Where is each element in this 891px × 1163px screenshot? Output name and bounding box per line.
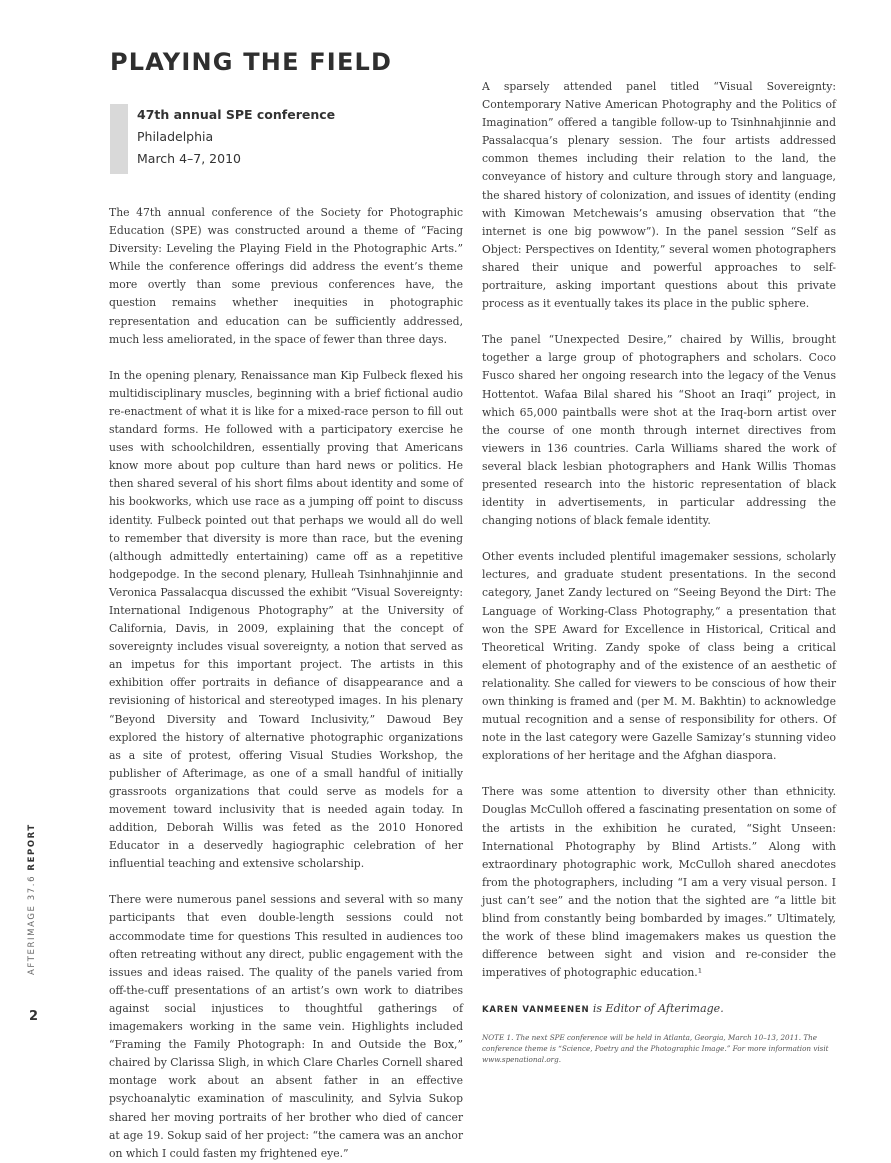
article-paragraph: There was some attention to diversity other than ethnicity. Douglas McCulloh offered a fascinating presentation on some of the artists in the exhibition he curated, “Sight Unseen: International Photography by Blind Artists.” Along with extraordinary photographic work, McCulloh shared anecdotes from the photographers, including “I am a very visual person. I just can’t see” and the notion that the sighted are “a little bit blind from constantly being bombarded by images.” Ultimately, the work of these blind imagemakers makes us question the difference between sight and vision and re-consider the imperatives of photographic education.¹ — [482, 785, 836, 980]
event-name: 47th annual SPE conference — [137, 107, 336, 122]
article-paragraph: A sparsely attended panel titled “Visual Sovereignty: Contemporary Native American Photography and the Politics of Imagination” offered a tangible follow-up to Tsinhnahjinnie and Passalacqua’s plenary session. The four artists addressed common themes including their relation to the land, the conveyance of history and culture through story and language, the shared history of colonization, and issues of identity (ending with Kimowan Metchewais’s amusing observation that “the internet is one big powwow”). In the panel session “Self as Object: Perspectives on Identity,” several women photographers shared their unique and powerful approaches to self-portraiture, asking important questions about this private process as it eventually takes its place in the public sphere. — [482, 80, 836, 311]
author-byline — [482, 1000, 836, 1019]
event-city: Philadelphia — [137, 129, 214, 144]
side-running-head — [27, 823, 37, 975]
page-number: 2 — [29, 1009, 39, 1024]
page-title: PLAYING THE FIELD — [110, 48, 393, 76]
article-paragraph: The panel “Unexpected Desire,” chaired by Willis, brought together a large group of photographers and scholars. Coco Fusco shared her ongoing research into the legacy of the Venus Hottentot. Wafaa Bilal shared his “Shoot an Iraqi” project, in which 65,000 paintballs were shot at the Iraq-born artist over the course of one month through internet directives from viewers in 136 countries. Carla Williams shared the work of several black lesbian photographers and Hank Willis Thomas presented research into the historic representation of black identity in advertisements, in particular addressing the changing notions of black female identity. — [482, 333, 836, 528]
event-dates: March 4–7, 2010 — [137, 151, 241, 166]
author-name: KAREN VANMEENEN — [482, 1005, 590, 1016]
article-paragraph: The 47th annual conference of the Society for Photographic Education (SPE) was constructed around a theme of “Facing Diversity: Leveling the Playing Field in the Photographic Arts.” While the conference offerings did address the event’s theme more overtly than some previous conferences have, the question remains whether inequities in photographic representation and education can be sufficiently addressed, much less ameliorated, in the space of fewer than three days. — [109, 206, 463, 346]
event-info-box — [110, 104, 336, 174]
side-label: AFTERIMAGE 37.6 — [27, 874, 37, 975]
article-paragraph: In the opening plenary, Renaissance man Kip Fulbeck flexed his multidisciplinary muscles, beginning with a brief fictional audio re-enactment of what it is like for a mixed-race person to fill out standard forms. He followed with a participatory exercise he uses with schoolchildren, essentially proving that Americans know more about pop culture than hard news or politics. He then shared several of his short films about identity and some of his bookworks, which use race as a jumping off point to discuss identity. Fulbeck pointed out that perhaps we would all do well to remember that diversity is more than race, but the evening (although admittedly entertaining) came off as a repetitive hodgepodge. In the second plenary, Hulleah Tsinhnahjinnie and Veronica Passalacqua discussed the exhibit “Visual Sovereignty: International Indigenous Photography” at the University of California, Davis, in 2009, explaining that the concept of sovereignty includes visual sovereignty, a notion that served as an impetus for this important project. The artists in this exhibition offer portraits in defiance of disappearance and a revisioning of historical and stereotyped images. In his plenary “Beyond Diversity and Toward Inclusivity,” Dawoud Bey explored the history of alternative photographic organizations as a site of protest, offering Visual Studies Workshop, the publisher of Afterimage, as one of a small handful of initially grassroots organizations that could serve as models for a movement toward inclusivity that is needed again today. In addition, Deborah Willis was feted as the 2010 Honored Educator in a deservedly hagiographic celebration of her influential teaching and extensive scholarship. — [109, 368, 463, 871]
footnote-label: NOTE 1. — [482, 1032, 514, 1042]
article-paragraph: There were numerous panel sessions and several with so many participants that even double-length sessions could not accommodate time for questions This resulted in audiences too often retreating without any direct, public engagement with the issues and ideas raised. The quality of the panels varied from off-the-cuff presentations of an artist’s own work to diatribes against social injustices to thoughtful gatherings of imagemakers working in the same vein. Highlights included “Framing the Family Photograph: In and Outside the Box,” chaired by Clarissa Sligh, in which Clare Charles Cornell shared montage work about an absent father in an effective psychoanalytic examination of masculinity, and Sylvia Sukop shared her moving portraits of her brother who died of cancer at age 19. Sokup said of her project: “the camera was an anchor on which I could fasten my frightened eye.” — [109, 893, 463, 1160]
article-paragraph: Other events included plentiful imagemaker sessions, scholarly lectures, and graduate student presentations. In the second category, Janet Zandy lectured on “Seeing Beyond the Dirt: The Language of Working-Class Photography,“ a presentation that won the SPE Award for Excellence in Historical, Critical and Theoretical Writing. Zandy spoke of class being a critical element of photography and of the existence of an aesthetic of relationality. She called for viewers to be conscious of how their own thinking is framed and (per M. M. Bakhtin) to acknowledge mutual recognition and a sense of responsibility for others. Of note in the last category were Gazelle Samizay’s stunning video explorations of her heritage and the Afghan diaspora. — [482, 550, 836, 763]
side-section: REPORT — [27, 823, 37, 871]
article-column-right — [482, 78, 836, 1078]
article-column-left — [109, 204, 463, 1160]
footnote — [482, 1032, 836, 1065]
author-role: is Editor of Afterimage. — [592, 1002, 724, 1016]
footnote-text: The next SPE conference will be held in Atlanta, Georgia, March 10–13, 2011. The conference theme is “Science, Poetry and the Photographic Image.” For more information visit www.spenational.org. — [482, 1032, 829, 1064]
